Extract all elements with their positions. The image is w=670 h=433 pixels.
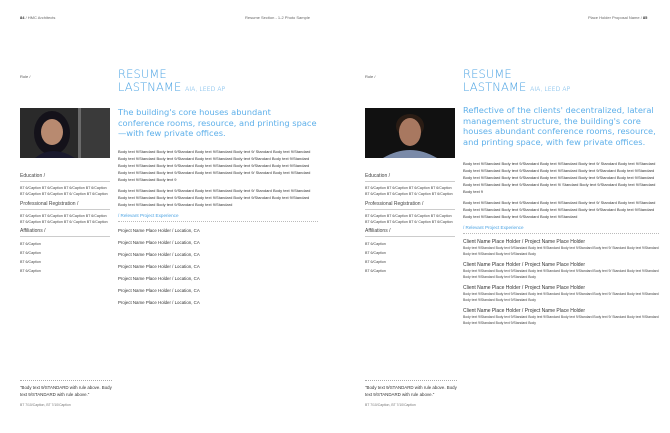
credentials: AIA, LEED AP [185,85,226,93]
title-line1: RESUME [463,67,512,81]
registration-text: BT 6/Caption BT 6/Caption BT 6/Caption BT 6/Caption BT 6/Caption BT 6/Caption BT 6/ Caption BT 6/Caption [20,213,108,224]
project-item: Project Name Place Holder / Location, CA [118,288,200,293]
title-line1: RESUME [118,67,167,81]
section-label: Resume Section - 1-2 Photo Sample [245,15,310,20]
education-heading: Education / [365,173,455,182]
affiliations-heading: Affiliations / [365,228,455,237]
list-item: BT 6/Caption [365,269,386,274]
client-item [463,261,659,280]
project-item: Project Name Place Holder / Location, CA [118,276,200,281]
affiliations-list [20,240,110,276]
resume-title [118,68,225,96]
education-text: BT 6/Caption BT 6/Caption BT 6/Caption BT 6/Caption BT 6/Caption BT 6/Caption BT 6/ Caption BT 6/Caption [20,186,108,197]
person-photo-man-icon [365,108,455,158]
header-left [20,15,55,20]
quote-caption: BT 7/10/Caption, BT 7/10/Caption [365,403,416,407]
firm-name: / HMC Architects [24,15,56,20]
education-text: BT 6/Caption BT 6/Caption BT 6/Caption BT 6/Caption BT 6/Caption BT 6/Caption BT 6/ Caption BT 6/Caption [365,186,453,197]
client-title: Client Name Place Holder / Project Name Place Holder [463,239,585,245]
list-item: BT 6/Caption [20,251,41,256]
registration-heading: Professional Registration / [20,201,110,210]
lead-statement: The building's core houses abundant conference rooms, resource, and printing space—with few private offices. [118,107,317,138]
list-item: BT 6/Caption [365,242,386,247]
list-item: BT 6/Caption [365,251,386,256]
client-item [463,284,659,303]
client-title: Client Name Place Holder / Project Name Place Holder [463,308,585,314]
body-paragraph: Body text 9/Standard Body text 9/Standard Body text 9/Standard Body text 9/ Standard Body text 9/Standard Body text 9/Standard Body text 9/Standard Body text 9/Standard Body text 9/Standard Body text 9/Standard Body text 9/Standard Body text 9/Standard Body text 9/Standard [463,200,656,219]
pull-quote [365,380,457,409]
body-paragraph: Body text 9/Standard Body text 9/Standard Body text 9/Standard Body text 9/ Standard Body text 9/Standard Body text 9/Standard Body text 9/Standard Body text 9/Standard Body text 9/Standard Body text 9/Standard Body text 9/Standard Body text 9/Standard Body text 9/Standard Body text 9/Standard Body text 9/Standard Body text 9/Standard Body text 9/Standard Body text 9/Standard Body text 9/ Standard Body text 9/Standard Body text 9/Standard Body text 9 [118,149,311,182]
client-title: Client Name Place Holder / Project Name Place Holder [463,285,585,291]
header-right [588,15,647,20]
education-heading: Education / [20,173,110,182]
title-lastname: LASTNAME [463,79,527,94]
person-photo-woman-icon [20,108,110,158]
body-paragraph: Body text 9/Standard Body text 9/Standard Body text 9/Standard Body text 9/ Standard Body text 9/Standard Body text 9/Standard Body text 9/Standard Body text 9/Standard Body text 9/Standard Body text 9/Standard Body text 9/Standard Body text 9/Standard Body text 9/Standard [118,188,311,207]
client-description: Body text 9/Standard Body text 9/Standard Body text 9/Standard Body text 9/Standard Body text 9/ Standard Body text 9/Standard Body text 9/Standard Body text 9/Standard Body [463,269,659,279]
client-description: Body text 9/Standard Body text 9/Standard Body text 9/Standard Body text 9/Standard Body text 9/ Standard Body text 9/Standard Body text 9/Standard Body text 9/Standard Body [463,315,659,325]
sidebar [365,170,455,276]
quote-caption: BT 7/10/Caption, BT 7/10/Caption [20,403,71,407]
list-item: BT 6/Caption [20,242,41,247]
quote-text: "Body text 9/STANDARD with rule above. Body text 9/STANDARD with rule above." [365,385,457,397]
client-description: Body text 9/Standard Body text 9/Standard Body text 9/Standard Body text 9/Standard Body text 9/ Standard Body text 9/Standard Body text 9/Standard Body text 9/Standard Body [463,246,659,256]
proposal-name: Place Holder Proposal Name / [588,15,643,20]
page-number: 84 [20,15,25,20]
body-text [463,160,659,328]
relevant-experience-heading: / Relevant Project Experience [463,224,659,234]
list-item: BT 6/Caption [365,260,386,265]
affiliations-heading: Affiliations / [20,228,110,237]
registration-heading: Professional Registration / [365,201,455,210]
project-item: Project Name Place Holder / Location, CA [118,228,200,233]
list-item: BT 6/Caption [20,269,41,274]
resume-title [463,68,570,96]
project-item: Project Name Place Holder / Location, CA [118,264,200,269]
page-number: 85 [642,15,648,20]
quote-text: "Body text 9/STANDARD with rule above. Body text 9/STANDARD with rule above." [20,385,112,397]
credentials: AIA, LEED AP [530,85,571,93]
registration-text: BT 6/Caption BT 6/Caption BT 6/Caption BT 6/Caption BT 6/Caption BT 6/Caption BT 6/ Caption BT 6/Caption [365,213,453,224]
client-description: Body text 9/Standard Body text 9/Standard Body text 9/Standard Body text 9/Standard Body text 9/ Standard Body text 9/Standard Body text 9/Standard Body text 9/Standard Body [463,292,659,302]
relevant-experience-heading: / Relevant Project Experience [118,212,318,222]
client-item [463,238,659,257]
project-item: Project Name Place Holder / Location, CA [118,300,200,305]
right-page [335,0,670,433]
sidebar [20,170,110,276]
affiliations-list [365,240,455,276]
body-paragraph: Body text 9/Standard Body text 9/Standard Body text 9/Standard Body text 9/ Standard Body text 9/Standard Body text 9/Standard Body text 9/Standard Body text 9/Standard Body text 9/Standard Body text 9/Standard Body text 9/Standard Body text 9/Standard Body text 9/Standard Body text 9/Standard Body text 9/Standard Body text 9/Standard Body text 9/Standard Body text 9/ Standard Body text 9/Standard Body text 9/Standard Body text 9 [463,161,656,194]
role-label: Role / [20,74,31,79]
client-title: Client Name Place Holder / Project Name Place Holder [463,262,585,268]
body-text [118,148,318,309]
client-item [463,307,659,326]
list-item: BT 6/Caption [20,260,41,265]
project-item: Project Name Place Holder / Location, CA [118,240,200,245]
lead-statement: Reflective of the clients' decentralized, lateral management structure, the building's core houses abundant conference rooms, resource, and printing space, with few private offices. [463,105,656,147]
project-item: Project Name Place Holder / Location, CA [118,252,200,257]
title-lastname: LASTNAME [118,79,182,94]
pull-quote [20,380,112,409]
role-label: Role / [365,74,376,79]
